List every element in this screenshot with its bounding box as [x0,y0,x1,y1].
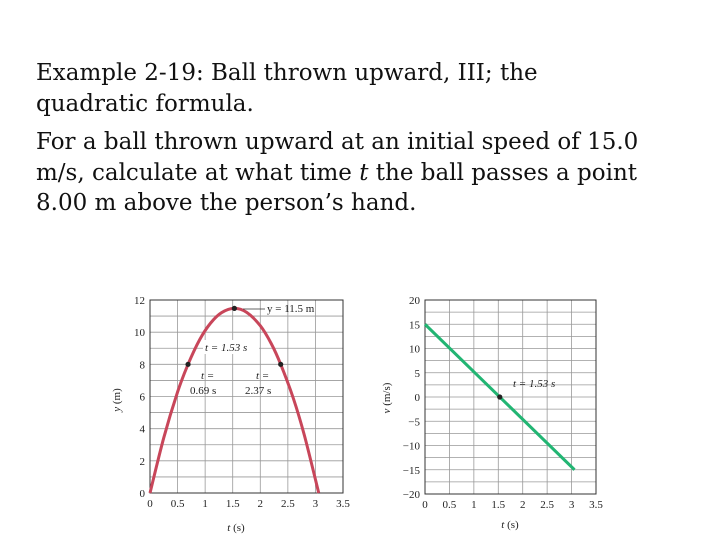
position-curve [150,308,319,493]
peak-time-label: t = 1.53 s [205,342,248,354]
y-axis-label: y (m) [111,388,123,412]
x-tick-label: 3.5 [336,498,350,510]
time-variable: t [359,159,369,186]
x-tick-label: 1 [202,498,208,510]
x-ticks [147,498,350,510]
y-tick-label: 15 [409,319,420,332]
y-tick-label: 4 [139,423,145,436]
x-ticks [422,499,603,511]
title-line-2: quadratic formula. [36,90,254,117]
problem-statement [36,127,696,219]
y-tick-label: 0 [139,488,145,500]
x-tick-label: 2.5 [280,498,295,510]
y-ticks [403,295,421,501]
velocity-time-chart [372,288,622,538]
data-point [232,306,237,311]
y-tick-label: 12 [134,295,145,307]
body-line-3: 8.00 m above the person’s hand. [36,190,417,216]
x-tick-label: 0.5 [170,498,185,510]
y-ticks [134,295,146,500]
data-point [185,362,190,367]
x-tick-label: 0 [147,498,153,510]
x-tick-label: 3 [568,499,575,511]
marked-points [497,394,502,399]
y-tick-label: −10 [402,440,420,453]
t1-label-line1: t = [201,370,215,382]
x-tick-label: 2 [519,499,526,511]
x-tick-label: 1.5 [225,498,240,510]
data-point [497,394,502,399]
x-tick-label: 3.5 [589,499,603,511]
x-tick-label: 3 [312,498,319,510]
y-tick-label: 5 [414,367,420,380]
y-tick-label: 8 [139,359,145,372]
y-tick-label: −15 [402,464,420,477]
body-line-2a: m/s, calculate at what time [36,159,360,186]
y-tick-label: −20 [402,489,420,501]
y-tick-label: 0 [414,392,420,404]
slide-text [36,58,696,227]
x-axis-label: t (s) [227,522,245,534]
x-axis-label: t (s) [501,519,519,531]
title-line-1: Example 2-19: Ball thrown upward, III; the [36,60,538,86]
t2-label-line1: t = [256,370,270,382]
t1-label-line2: 0.69 s [190,385,217,397]
body-line-1: For a ball thrown upward at an initial speed of 15.0 [36,129,639,155]
y-tick-label: 6 [139,391,145,404]
x-tick-label: 2.5 [540,499,555,511]
data-point [278,362,283,367]
peak-label: y = 11.5 m [267,303,315,315]
zero-time-label: t = 1.53 s [513,378,556,390]
x-tick-label: 0 [422,499,428,511]
y-tick-label: 20 [409,295,420,307]
y-tick-label: 10 [134,327,145,340]
body-line-2b: the ball passes a point [368,159,638,186]
t2-label-line2: 2.37 s [245,385,272,397]
x-tick-label: 0.5 [442,499,457,511]
y-axis-label: v (m/s) [381,382,393,414]
y-tick-label: 2 [139,455,145,468]
x-tick-label: 2 [257,498,264,510]
slide-title [36,58,696,119]
x-tick-label: 1 [471,499,477,511]
y-tick-label: −5 [408,416,420,429]
x-tick-label: 1.5 [491,499,506,511]
position-time-chart [100,288,350,538]
y-tick-label: 10 [409,343,420,356]
